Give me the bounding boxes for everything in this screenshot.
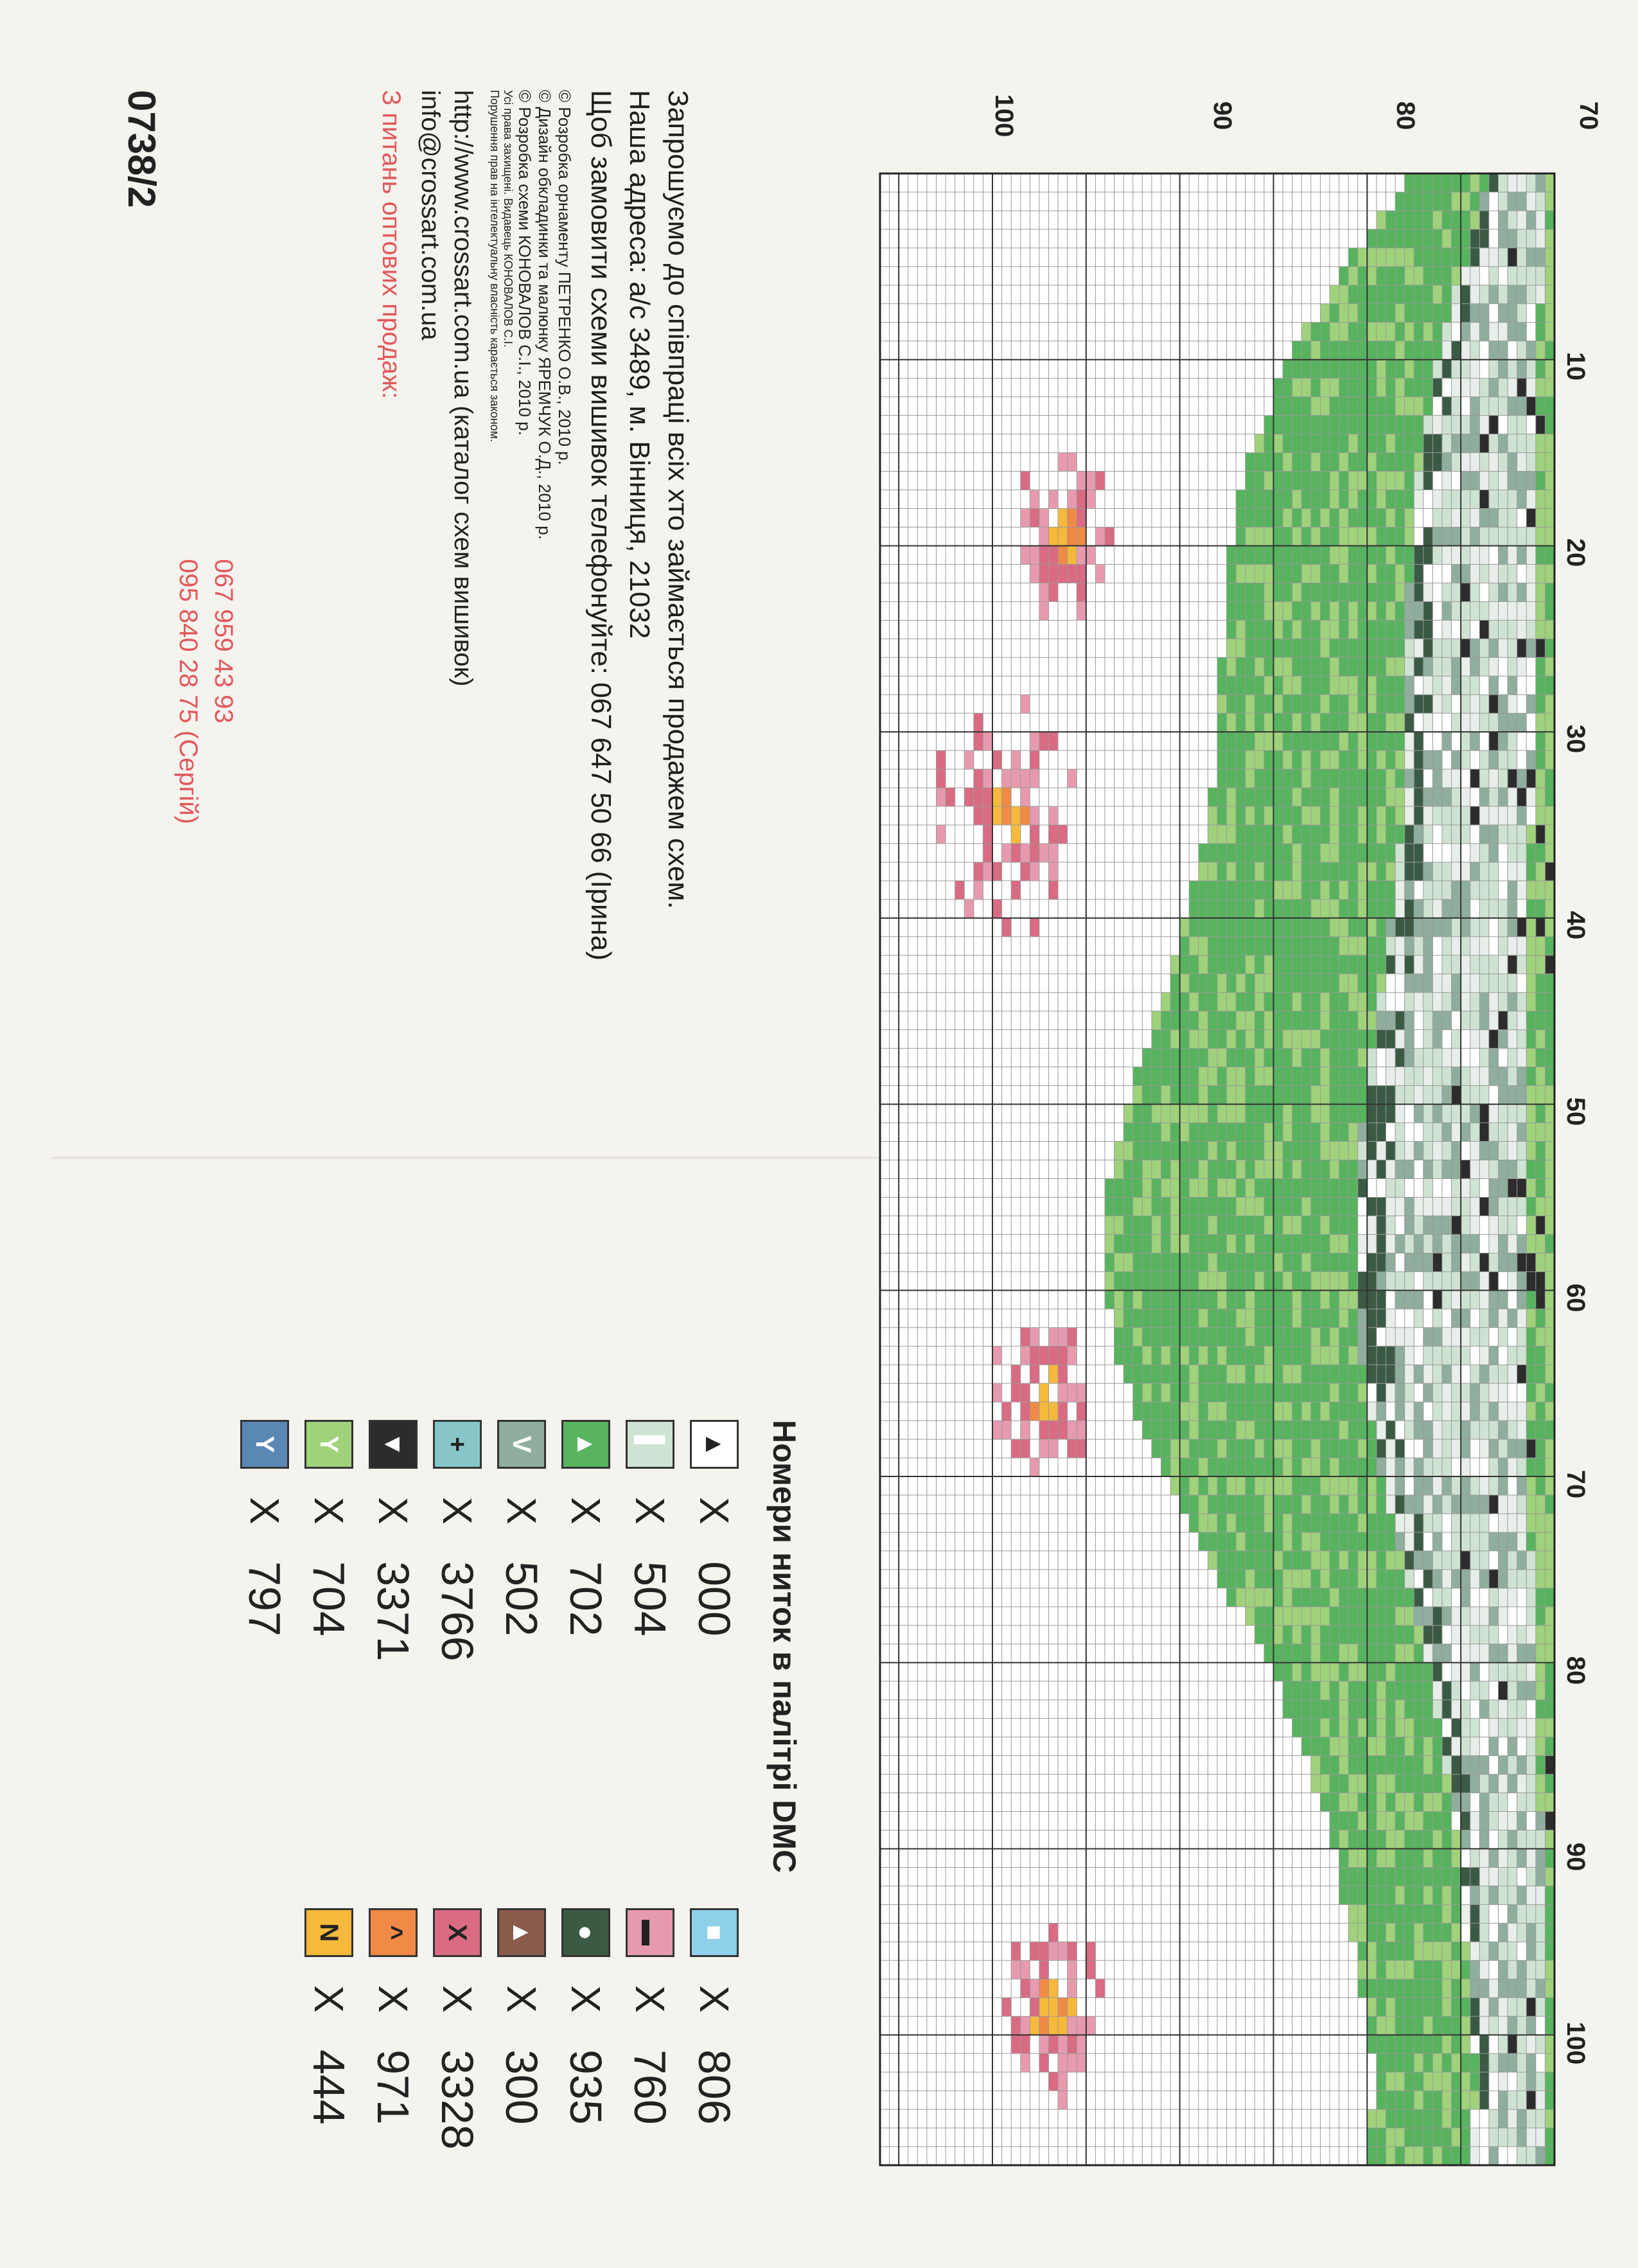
wholesale-phones <box>173 559 238 824</box>
rights-line: Усі права захищені. Видавець КОНОВАЛОВ С.І. <box>502 90 515 348</box>
thread-swatch: V <box>497 1420 546 1469</box>
dmc-code: 3371 <box>368 1561 418 1661</box>
legend-row <box>297 1908 361 2268</box>
thread-swatch: ▲ <box>690 1420 739 1469</box>
dmc-code: 797 <box>240 1561 290 1636</box>
row-axis-label: 100 <box>990 94 1018 137</box>
legend-right-column <box>233 1908 746 2268</box>
thread-swatch: Y <box>240 1420 289 1469</box>
dmc-code: 971 <box>368 2050 418 2125</box>
legend-row <box>489 1420 554 1780</box>
legend-row <box>361 1420 425 1780</box>
dmc-code: 704 <box>304 1561 354 1636</box>
wholesale-phone-1: 067 959 43 93 <box>209 559 238 723</box>
thread-swatch: ■ <box>690 1908 739 1957</box>
copyright-block <box>488 90 574 961</box>
legend-row <box>554 1420 618 1780</box>
legend-row <box>682 1908 746 2268</box>
legend-row <box>425 1908 489 2268</box>
copyright-line: © Дизайн обкладинки та малюнку ЯРЕМЧУК О.Д., 2010 р. <box>535 90 554 540</box>
legend-title: Номери ниток в палітрі DMC <box>766 1420 802 1874</box>
thread-swatch: ● <box>561 1908 610 1957</box>
cross-stitch-mark: X <box>563 1985 609 2013</box>
wholesale-label: З питань оптових продаж: <box>377 90 405 399</box>
column-axis-label: 80 <box>1562 1656 1590 1685</box>
cross-stitch-mark: X <box>691 1985 737 2013</box>
cross-stitch-mark: X <box>434 1985 480 2013</box>
notice-block <box>376 90 694 961</box>
legend-row <box>618 1908 682 2268</box>
copyright-line: © Розробка схеми КОНОВАЛОВ С.І., 2010 р. <box>515 90 534 436</box>
dmc-code: 502 <box>497 1561 547 1636</box>
dmc-code: 3328 <box>432 2050 482 2150</box>
legend-row <box>361 1908 425 2268</box>
thread-swatch: Y <box>304 1420 353 1469</box>
thread-swatch: + <box>433 1420 482 1469</box>
row-axis-label: 90 <box>1208 101 1237 130</box>
dmc-code: 806 <box>689 2050 739 2125</box>
column-axis-label: 100 <box>1562 2021 1590 2065</box>
cross-stitch-mark: X <box>306 1985 352 2013</box>
cross-stitch-mark: X <box>563 1497 609 1525</box>
dmc-code: 504 <box>625 1561 675 1636</box>
thread-swatch: N <box>304 1908 353 1957</box>
thread-swatch: ▲ <box>561 1420 610 1469</box>
cross-stitch-mark: X <box>370 1497 416 1525</box>
legend-row <box>297 1420 361 1780</box>
legend-row <box>489 1908 554 2268</box>
dmc-code: 000 <box>689 1561 739 1636</box>
column-axis-label: 50 <box>1562 1097 1590 1126</box>
cross-stitch-mark: X <box>370 1985 416 2013</box>
row-axis-label: 70 <box>1574 101 1603 130</box>
legend-row <box>554 1908 618 2268</box>
thread-swatch: ^ <box>369 1908 418 1957</box>
column-axis-label: 30 <box>1562 724 1590 754</box>
dmc-code: 3766 <box>432 1561 482 1661</box>
email-link[interactable]: info@crossart.com.ua <box>416 90 445 341</box>
legend-row <box>233 1420 297 1780</box>
column-axis-label: 60 <box>1562 1283 1590 1313</box>
legend-left-column <box>233 1420 746 1780</box>
cross-stitch-mark: X <box>627 1985 673 2013</box>
rights-line: Порушення прав на інтелектуальну власність карається законом. <box>488 90 501 442</box>
column-axis-label: 40 <box>1562 910 1590 940</box>
column-axis-label: 70 <box>1562 1469 1590 1499</box>
scheme-code-wrap <box>119 90 164 208</box>
dmc-code: 444 <box>304 2050 354 2125</box>
dmc-code: 300 <box>497 2050 547 2125</box>
column-axis-label: 20 <box>1562 538 1590 567</box>
notice-line-2: Наша адреса: а/с 3489, м. Вінниця, 21032 <box>624 90 655 639</box>
dmc-code: 760 <box>625 2050 675 2125</box>
wholesale-block <box>376 90 405 961</box>
cross-stitch-mark: X <box>498 1497 545 1525</box>
cross-stitch-mark: X <box>306 1497 352 1525</box>
cross-stitch-mark: X <box>434 1497 480 1525</box>
legend-row <box>682 1420 746 1780</box>
legend <box>233 1420 803 2268</box>
thread-swatch: ▌ <box>626 1420 674 1469</box>
site-link[interactable]: http://www.crossart.com.ua (каталог схем вишивок) <box>449 90 477 687</box>
scheme-code: 0738/2 <box>120 90 163 208</box>
thread-swatch: ▲ <box>497 1908 546 1957</box>
copyright-line: © Розробка орнаменту ПЕТРЕНКО О.В., 2010 р. <box>555 90 574 465</box>
legend-row <box>618 1420 682 1780</box>
cross-stitch-mark: X <box>242 1497 288 1525</box>
thread-swatch: X <box>433 1908 482 1957</box>
notice-line-1: Запрошуємо до співпраці всіх хто займається продажем схем. <box>662 90 694 909</box>
thread-swatch: ▼ <box>369 1420 418 1469</box>
cross-stitch-mark: X <box>498 1985 545 2013</box>
thread-swatch: ▬ <box>626 1908 674 1957</box>
row-axis-label: 80 <box>1391 101 1420 130</box>
legend-row <box>425 1420 489 1780</box>
column-axis-label: 10 <box>1562 351 1590 381</box>
dmc-code: 702 <box>561 1561 611 1636</box>
notice-line-3: Щоб замовити схеми вишивок телефонуйте: 067 647 50 66 (Ірина) <box>585 90 617 961</box>
cross-stitch-mark: X <box>691 1497 737 1525</box>
wholesale-phone-2: 095 840 28 75 (Сергій) <box>174 559 202 824</box>
column-axis-label: 90 <box>1562 1842 1590 1872</box>
legend-columns <box>233 1420 746 2268</box>
dmc-code: 935 <box>561 2050 611 2125</box>
cross-stitch-mark: X <box>627 1497 673 1525</box>
